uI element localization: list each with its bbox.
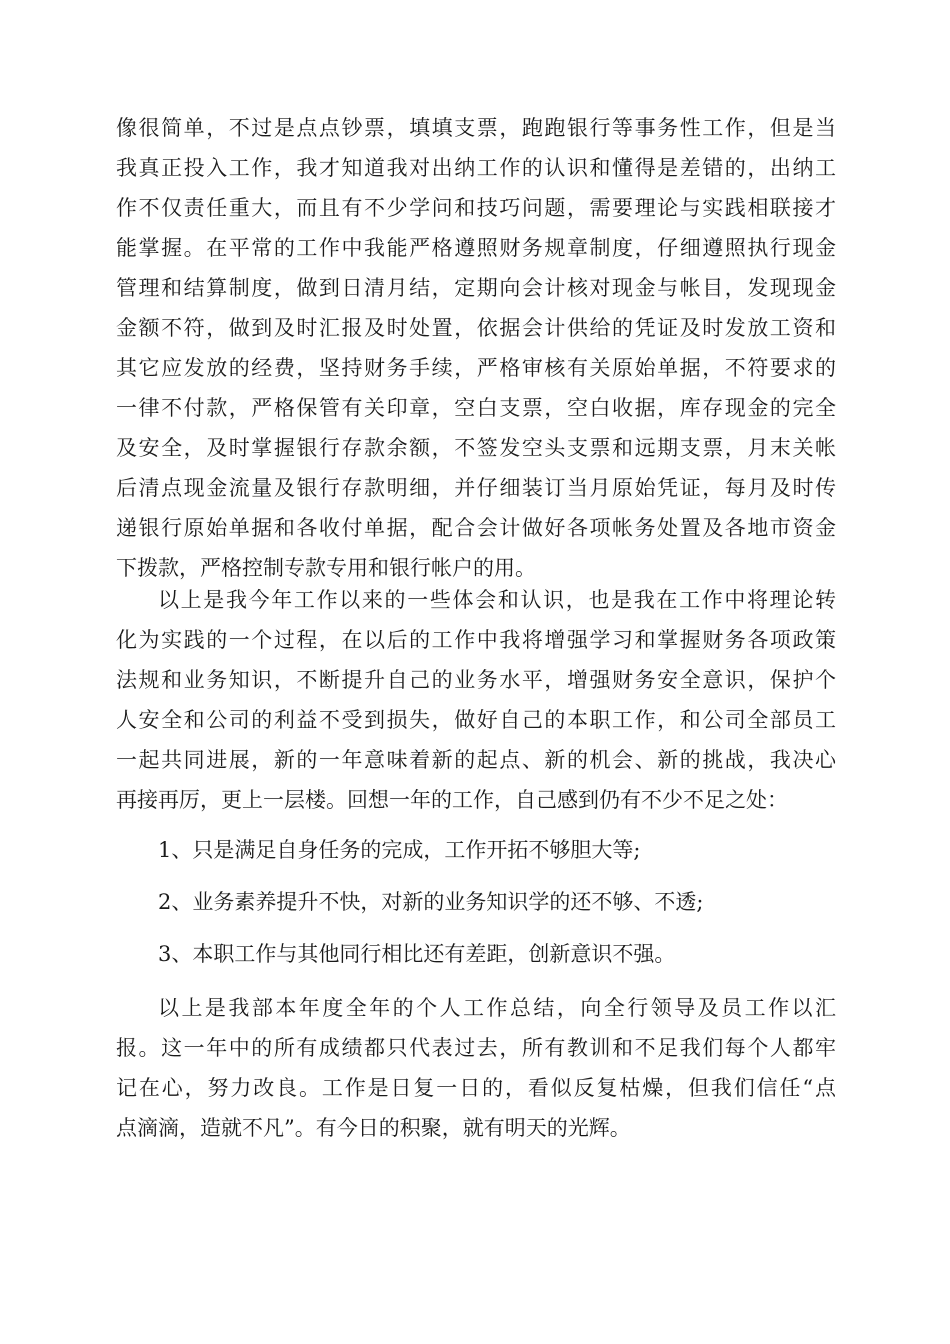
paragraph-line: 能掌握。在平常的工作中我能严格遵照财务规章制度，仔细遵照执行现金 <box>116 236 836 260</box>
list-item-2 <box>116 882 836 922</box>
paragraph-line: 下拨款，严格控制专款专用和银行帐户的用。 <box>116 556 536 580</box>
paragraph-line: 像很简单，不过是点点钞票，填填支票，跑跑银行等事务性工作，但是当 <box>116 116 836 140</box>
list-item: 1、只是满足自身任务的完成，工作开拓不够胆大等; <box>158 838 641 862</box>
paragraph-line: 我真正投入工作，我才知道我对出纳工作的认识和懂得是差错的，出纳工 <box>116 156 836 180</box>
paragraph-line: 后清点现金流量及银行存款明细，并仔细装订当月原始凭证，每月及时传 <box>116 476 836 500</box>
paragraph-line: 化为实践的一个过程，在以后的工作中我将增强学习和掌握财务各项政策 <box>116 628 836 652</box>
list-item-1 <box>116 830 836 870</box>
paragraph-line: 其它应发放的经费，坚持财务手续，严格审核有关原始单据，不符要求的 <box>116 356 836 380</box>
paragraph-line: 金额不符，做到及时汇报及时处置，依据会计供给的凭证及时发放工资和 <box>116 316 836 340</box>
paragraph-1 <box>116 108 836 588</box>
paragraph-line: 管理和结算制度，做到日清月结，定期向会计核对现金与帐目，发现现金 <box>116 276 836 300</box>
paragraph-line: 点滴滴，造就不凡”。有今日的积聚，就有明天的光辉。 <box>116 1116 631 1140</box>
paragraph-line: 作不仅责任重大，而且有不少学问和技巧问题，需要理论与实践相联接才 <box>116 196 836 220</box>
paragraph-3 <box>116 988 836 1148</box>
paragraph-line: 一起共同进展，新的一年意味着新的起点、新的机会、新的挑战，我决心 <box>116 748 836 772</box>
paragraph-line: 人安全和公司的利益不受到损失，做好自己的本职工作，和公司全部员工 <box>116 708 836 732</box>
paragraph-line: 报。这一年中的所有成绩都只代表过去，所有教训和不足我们每个人都牢 <box>116 1036 836 1060</box>
list-item: 2、业务素养提升不快，对新的业务知识学的还不够、不透; <box>158 890 704 914</box>
paragraph-line: 记在心，努力改良。工作是日复一日的，看似反复枯燥，但我们信任“点 <box>116 1076 836 1100</box>
list-item: 3、本职工作与其他同行相比还有差距，创新意识不强。 <box>158 942 676 966</box>
paragraph-line: 以上是我今年工作以来的一些体会和认识，也是我在工作中将理论转 <box>158 588 836 612</box>
paragraph-line: 一律不付款，严格保管有关印章，空白支票，空白收据，库存现金的完全 <box>116 396 836 420</box>
paragraph-line: 及安全，及时掌握银行存款余额，不签发空头支票和远期支票，月末关帐 <box>116 436 836 460</box>
paragraph-line: 再接再厉，更上一层楼。回想一年的工作，自己感到仍有不少不足之处： <box>116 788 788 812</box>
paragraph-2 <box>116 580 836 820</box>
paragraph-line: 递银行原始单据和各收付单据，配合会计做好各项帐务处置及各地市资金 <box>116 516 836 540</box>
list-item-3 <box>116 934 836 974</box>
paragraph-line: 以上是我部本年度全年的个人工作总结，向全行领导及员工作以汇 <box>158 996 836 1020</box>
paragraph-line: 法规和业务知识，不断提升自己的业务水平，增强财务安全意识，保护个 <box>116 668 836 692</box>
